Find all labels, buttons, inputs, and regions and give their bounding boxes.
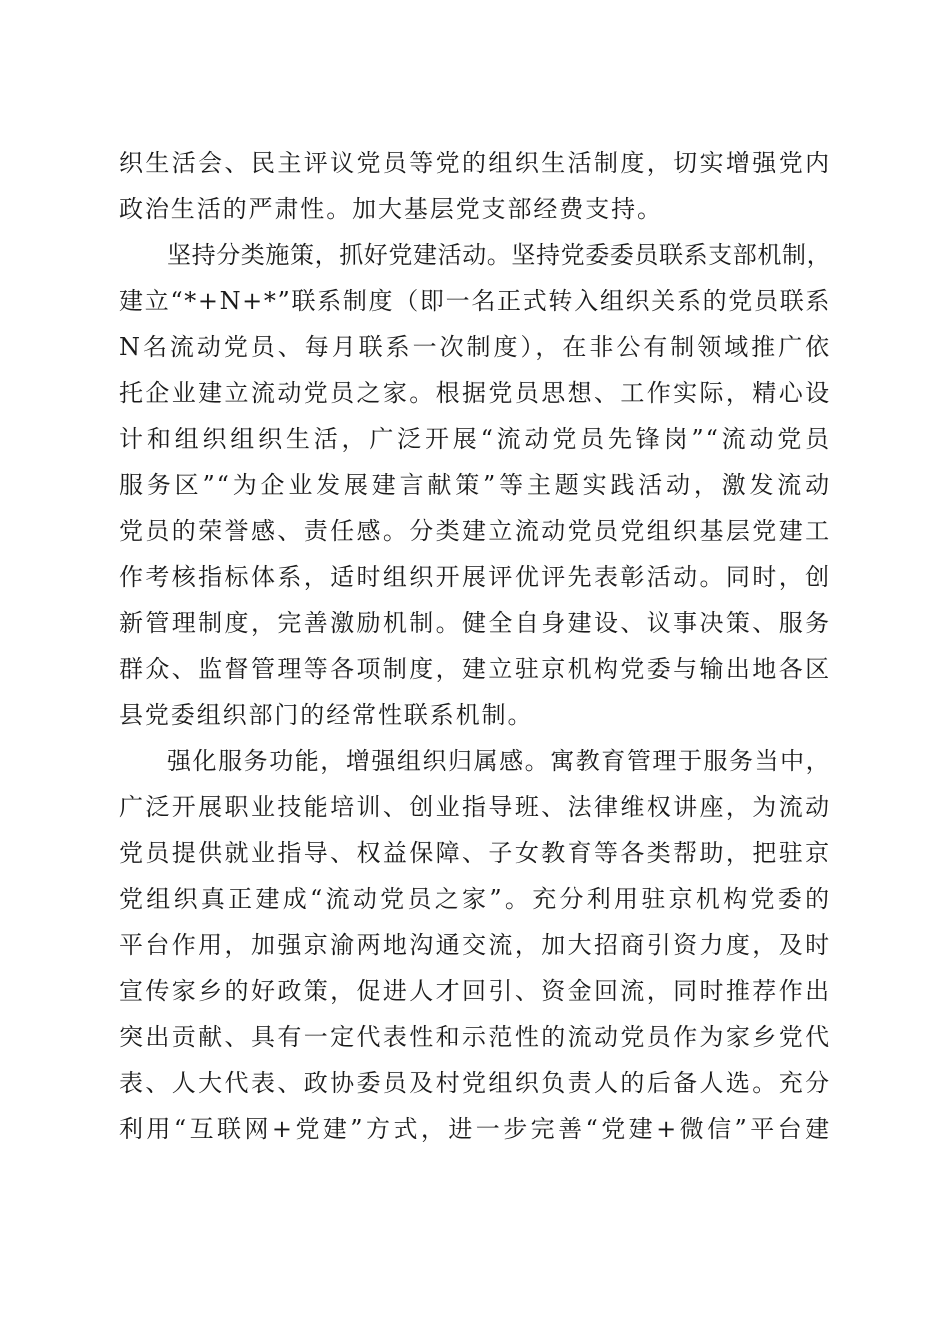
text-line-9: 党员的荣誉感、责任感。分类建立流动党员党组织基层党建工 (119, 517, 831, 545)
text-line-15: 广泛开展职业技能培训、创业指导班、法律维权讲座，为流动 (119, 793, 831, 821)
paragraph-3-first-line: 强化服务功能，增强组织归属感。寓教育管理于服务当中， (167, 747, 831, 775)
text-line-21: 表、人大代表、政协委员及村党组织负责人的后备人选。充分 (119, 1069, 831, 1097)
text-line-13: 县党委组织部门的经常性联系机制。 (119, 701, 534, 729)
text-line-2: 政治生活的严肃性。加大基层党支部经费支持。 (119, 195, 663, 223)
text-line-16: 党员提供就业指导、权益保障、子女教育等各类帮助，把驻京 (119, 839, 831, 867)
text-line-8: 服务区”“为企业发展建言献策”等主题实践活动，激发流动 (119, 471, 831, 499)
text-line-7: 计和组织组织生活，广泛开展“流动党员先锋岗”“流动党员 (119, 425, 831, 453)
paragraph-2-first-line: 坚持分类施策，抓好党建活动。坚持党委委员联系支部机制， (167, 241, 831, 269)
text-line-6: 托企业建立流动党员之家。根据党员思想、工作实际，精心设 (119, 379, 831, 407)
text-line-5: N名流动党员、每月联系一次制度），在非公有制领域推广依 (119, 333, 831, 361)
text-line-4: 建立“*+N+*”联系制度（即一名正式转入组织关系的党员联系 (119, 287, 831, 315)
text-line-19: 宣传家乡的好政策，促进人才回引、资金回流，同时推荐作出 (119, 977, 831, 1005)
text-line-11: 新管理制度，完善激励机制。健全自身建设、议事决策、服务 (119, 609, 831, 637)
text-line-1: 织生活会、民主评议党员等党的组织生活制度，切实增强党内 (119, 149, 831, 177)
text-line-10: 作考核指标体系，适时组织开展评优评先表彰活动。同时，创 (119, 563, 831, 591)
text-line-20: 突出贡献、具有一定代表性和示范性的流动党员作为家乡党代 (119, 1023, 831, 1051)
text-line-17: 党组织真正建成“流动党员之家”。充分利用驻京机构党委的 (119, 885, 831, 913)
text-line-18: 平台作用，加强京渝两地沟通交流，加大招商引资力度，及时 (119, 931, 831, 959)
text-line-22: 利用“互联网+党建”方式，进一步完善“党建+微信”平台建 (119, 1115, 831, 1143)
text-line-12: 群众、监督管理等各项制度，建立驻京机构党委与输出地各区 (119, 655, 831, 683)
